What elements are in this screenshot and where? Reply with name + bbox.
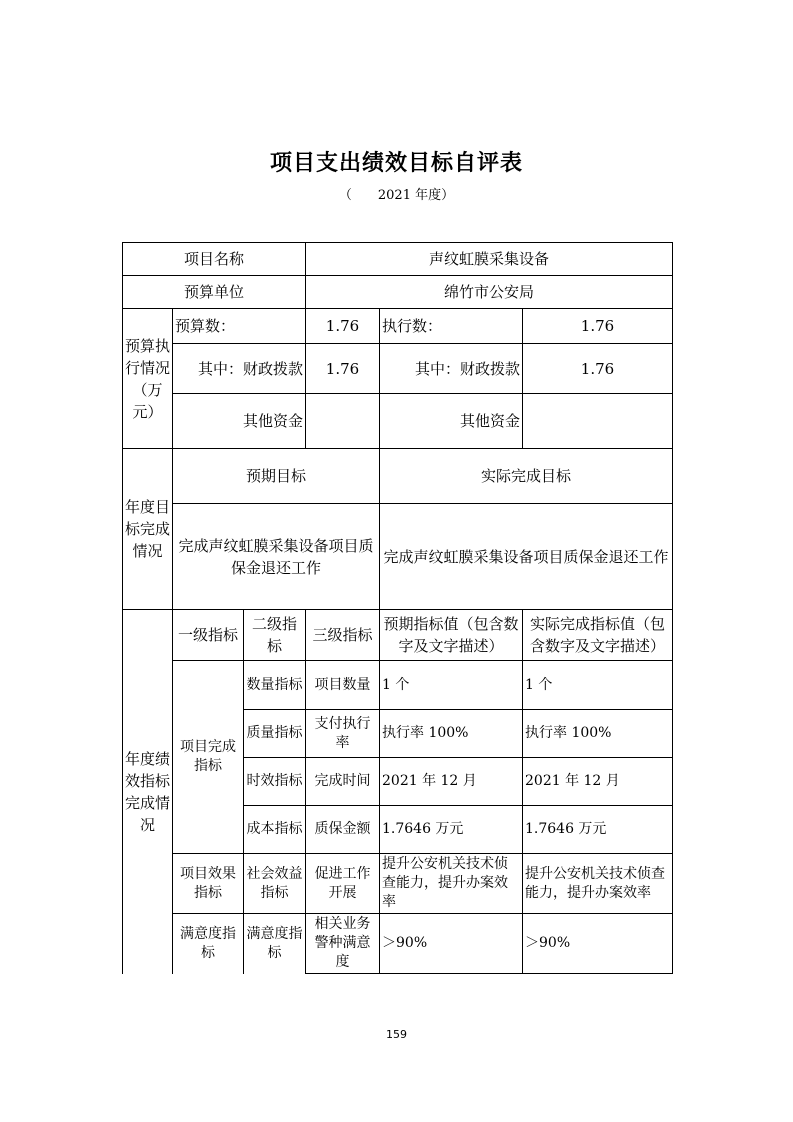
expected-cell: ＞90% — [380, 914, 523, 974]
level2-cell: 数量指标 — [244, 661, 306, 710]
level3-cell: 促进工作开展 — [306, 854, 380, 914]
expected-cell: 提升公安机关技术侦查能力，提升办案效率 — [380, 854, 523, 914]
actual-cell: 执行率 100% — [523, 710, 673, 758]
expected-goal-text: 完成声纹虹膜采集设备项目质保金退还工作 — [173, 504, 380, 610]
budget-unit-row — [123, 276, 673, 309]
level2-cell: 社会效益指标 — [244, 854, 306, 914]
project-name-value: 声纹虹膜采集设备 — [306, 243, 673, 276]
budget-amount-label: 预算数： — [173, 309, 306, 344]
document-year — [0, 184, 793, 203]
fiscal-budget-label: 其中：财政拨款 — [173, 344, 306, 394]
other-budget-value — [306, 394, 380, 449]
other-budget-label: 其他资金 — [173, 394, 306, 449]
year-open-paren: （ — [338, 188, 352, 203]
expected-goal-header: 预期目标 — [173, 449, 380, 504]
budget-unit-label: 预算单位 — [123, 276, 306, 309]
other-funds-row — [123, 394, 673, 449]
header-expected: 预期指标值（包含数字及文字描述） — [380, 610, 523, 661]
fiscal-row — [123, 344, 673, 394]
actual-cell: 1.7646 万元 — [523, 806, 673, 854]
level3-cell: 相关业务警种满意度 — [306, 914, 380, 974]
header-level1: 一级指标 — [173, 610, 244, 661]
budget-unit-value: 绵竹市公安局 — [306, 276, 673, 309]
fiscal-budget-value: 1.76 — [306, 344, 380, 394]
project-name-label: 项目名称 — [123, 243, 306, 276]
indicator-header-row — [123, 610, 673, 661]
fiscal-exec-label: 其中：财政拨款 — [380, 344, 523, 394]
table-row — [123, 854, 673, 914]
level3-cell: 支付执行率 — [306, 710, 380, 758]
actual-cell: 提升公安机关技术侦查能力，提升办案效率 — [523, 854, 673, 914]
goal-section-label: 年度目标完成情况 — [123, 449, 173, 610]
level1-completion: 项目完成指标 — [173, 661, 244, 854]
other-exec-value — [523, 394, 673, 449]
project-name-row — [123, 243, 673, 276]
page-number: 159 — [386, 1028, 407, 1041]
budget-section-label: 预算执行情况（万元） — [123, 309, 173, 449]
goal-header-row — [123, 449, 673, 504]
actual-goal-text: 完成声纹虹膜采集设备项目质保金退还工作 — [380, 504, 673, 610]
performance-table — [122, 242, 673, 974]
level3-cell: 质保金额 — [306, 806, 380, 854]
table-row — [123, 661, 673, 710]
year-text: 2021 年度） — [377, 188, 455, 203]
level3-cell: 项目数量 — [306, 661, 380, 710]
budget-row — [123, 309, 673, 344]
actual-goal-header: 实际完成目标 — [380, 449, 673, 504]
actual-cell: 1 个 — [523, 661, 673, 710]
level2-cell: 时效指标 — [244, 758, 306, 806]
expected-cell: 执行率 100% — [380, 710, 523, 758]
indicator-section-label: 年度绩效指标完成情况 — [123, 610, 173, 974]
execution-amount-label: 执行数： — [380, 309, 523, 344]
level3-cell: 完成时间 — [306, 758, 380, 806]
document-title: 项目支出绩效目标自评表 — [269, 150, 523, 176]
other-exec-label: 其他资金 — [380, 394, 523, 449]
execution-amount-value: 1.76 — [523, 309, 673, 344]
level1-satisfaction: 满意度指标 — [173, 914, 244, 974]
level2-cell: 成本指标 — [244, 806, 306, 854]
header-level3: 三级指标 — [306, 610, 380, 661]
level1-effect: 项目效果指标 — [173, 854, 244, 914]
header-level2: 二级指标 — [244, 610, 306, 661]
table-row — [123, 914, 673, 974]
budget-amount-value: 1.76 — [306, 309, 380, 344]
actual-cell: 2021 年 12 月 — [523, 758, 673, 806]
expected-cell: 1 个 — [380, 661, 523, 710]
header-actual: 实际完成指标值（包含数字及文字描述） — [523, 610, 673, 661]
expected-cell: 1.7646 万元 — [380, 806, 523, 854]
expected-cell: 2021 年 12 月 — [380, 758, 523, 806]
actual-cell: ＞90% — [523, 914, 673, 974]
fiscal-exec-value: 1.76 — [523, 344, 673, 394]
goal-text-row — [123, 504, 673, 610]
level2-cell: 满意度指标 — [244, 914, 306, 974]
level2-cell: 质量指标 — [244, 710, 306, 758]
